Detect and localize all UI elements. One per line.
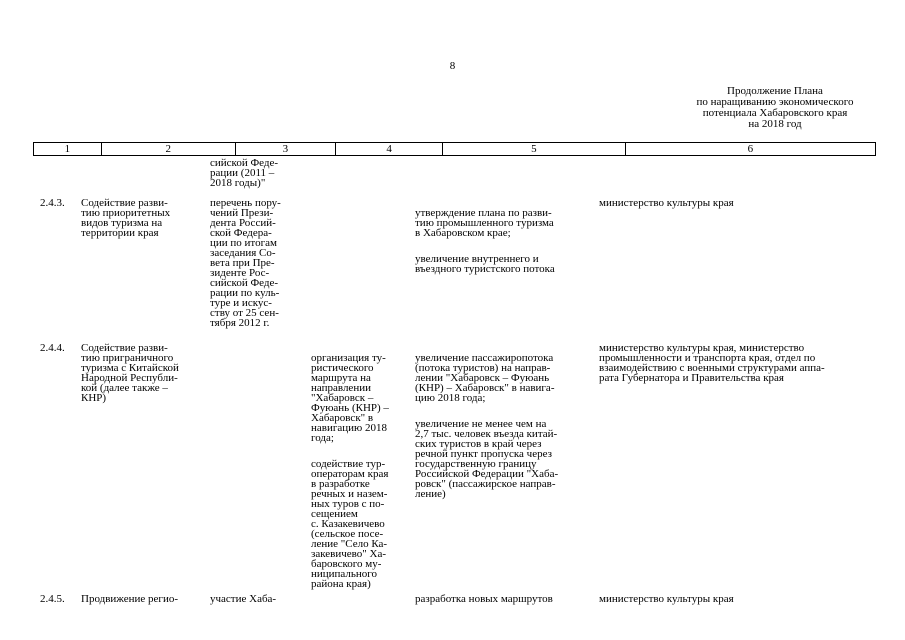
plan-header-line: на 2018 год (748, 118, 802, 130)
row-activity: Содействие разви- тию приоритетных видов туризма на территории края (81, 197, 171, 239)
plan-header-line: потенциала Хабаровского края (702, 107, 848, 119)
row-result-item: увеличение внутреннего и въездного туристского потока (415, 253, 555, 275)
column-header-2: 2 (102, 143, 236, 155)
row-result-item: утверждение плана по разви- тию промышленного туризма в Хабаровском крае; (415, 207, 554, 239)
plan-header-line: Продолжение Плана (727, 85, 823, 97)
row-activity: Продвижение регио- (81, 593, 178, 605)
row-activity: Содействие разви- тию приграничного туризма с Китайской Народной Республи- кой (далее также – КНР) (81, 342, 179, 404)
plan-header-line: по наращиванию экономического (696, 96, 854, 108)
continuation-cell-col3: сийской Феде- рации (2011 – 2018 годы)" (210, 157, 279, 189)
row-basis: перечень пору- чений Прези- дента Россий- ской Федера- ции по итогам заседания Со- вета при Пре- зиденте Рос- сийской Феде- рации по куль- туре и искус- ству от 25 сен- тября 2012 г. (210, 197, 281, 329)
row-id: 2.4.4. (40, 342, 65, 354)
column-header-6: 6 (747, 143, 754, 155)
row-result-item: увеличение пассажиропотока (потока туристов) на направ- лении "Хабаровск – Фуюань (КНР) – Хабаровск" в навига- цию 2018 года; (415, 352, 555, 404)
row-responsible: министерство культуры края, министерство промышленности и транспорта края, отдел по взаимодействию с военными структурами аппа- рата Губернатора и Правительства края (599, 342, 825, 384)
plan-continuation-header (660, 86, 890, 130)
row-id: 2.4.5. (40, 593, 65, 605)
row-results (415, 343, 558, 515)
row-measure-item: организация ту- ристического маршрута на направлении "Хабаровск – Фуюань (КНР) – Хабаровск" в навигацию 2018 года; (311, 352, 389, 444)
row-id: 2.4.3. (40, 197, 65, 209)
row-results: разработка новых маршрутов (415, 593, 553, 605)
row-measure-item: содействие тур- операторам края в разработке речных и назем- ных туров с по- сещением с. Казакевичево (сельское посе- ление "Село Ка- закевичево" Ха- баровского му- ниципального района края) (311, 458, 389, 590)
row-basis: участие Хаба- (210, 593, 277, 605)
column-header-1: 1 (34, 143, 102, 155)
row-results (415, 198, 555, 290)
row-result-item: увеличение не менее чем на 2,7 тыс. человек въезда китай- ских туристов в край через речной пункт пропуска через государственную границу Российской Федерации "Хаба- ровск" (пассажирское направ- ление) (415, 418, 559, 500)
row-responsible: министерство культуры края (599, 197, 734, 209)
row-measures (311, 343, 389, 605)
column-header-5: 5 (443, 143, 626, 155)
row-responsible: министерство культуры края (599, 593, 734, 605)
column-header-4: 4 (336, 143, 443, 155)
column-header-3: 3 (236, 143, 337, 155)
page-number: 8 (449, 60, 456, 72)
table-column-header-row (33, 142, 876, 156)
